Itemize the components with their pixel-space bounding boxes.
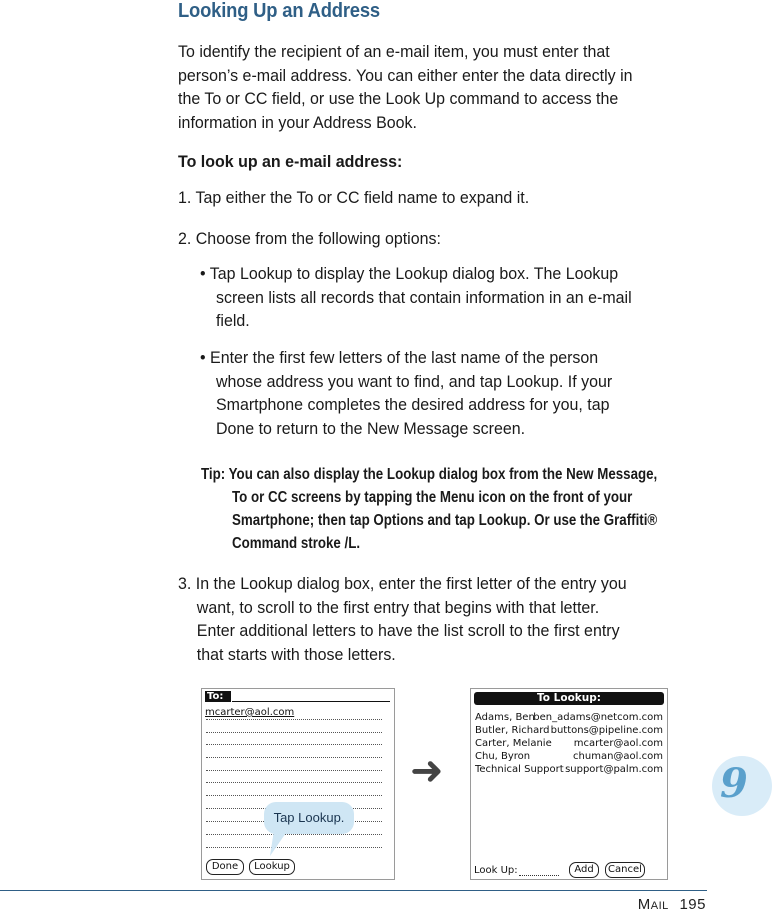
lookup-entry-name[interactable]: Adams, Ben: [475, 712, 535, 723]
lookup-entry-name[interactable]: Butler, Richard: [475, 725, 550, 736]
text-line: [206, 744, 382, 745]
text-line: [206, 782, 382, 783]
lookup-entry-name[interactable]: Technical Support: [475, 764, 564, 775]
lookup-entry-email[interactable]: ben_adams@netcom.com: [533, 712, 663, 723]
text-line: [206, 757, 382, 758]
step-1: 1. Tap either the To or CC field name to expand it.: [178, 188, 530, 207]
intro-paragraph: [178, 40, 633, 134]
bullet-line: field.: [215, 311, 250, 330]
lookup-button[interactable]: Lookup: [249, 859, 295, 875]
step-3-line: that starts with those letters.: [196, 644, 396, 664]
tip-line: To or CC screens by tapping the Menu icon on the front of your: [231, 489, 633, 506]
bullet-line: whose address you want to find, and tap Lookup. If your: [215, 371, 613, 391]
intro-line: person’s e-mail address. You can either enter the data directly in: [178, 65, 633, 85]
lookup-title-bar: To Lookup:: [474, 692, 664, 705]
intro-line: To identify the recipient of an e-mail item, you must enter that: [178, 42, 610, 61]
step-3-line: 3. In the Lookup dialog box, enter the first letter of the entry you: [178, 574, 627, 593]
to-field-underline: [232, 701, 390, 702]
bullet-line: Done to return to the New Message screen.: [215, 418, 526, 438]
lookup-entry-email[interactable]: buttons@pipeline.com: [550, 725, 663, 736]
footer-rule: [0, 890, 707, 891]
text-line: [206, 719, 382, 720]
bullet-item: [200, 262, 632, 333]
chapter-tab: [712, 756, 772, 816]
section-title: Looking Up an Address: [178, 0, 380, 22]
bullet-line: • Tap Lookup to display the Lookup dialog box. The Lookup: [200, 264, 619, 283]
bullet-line: Smartphone completes the desired address for you, tap: [215, 395, 610, 414]
right-arrow-icon: ➜: [410, 748, 444, 794]
text-line: [206, 732, 382, 733]
step-2: 2. Choose from the following options:: [178, 229, 441, 248]
lookup-entry-email[interactable]: chuman@aol.com: [573, 751, 663, 762]
bullet-line: screen lists all records that contain information in an e-mail: [215, 287, 632, 307]
tip-line: Command stroke /L.: [231, 535, 361, 552]
look-up-input[interactable]: [519, 875, 559, 876]
tip-line: : You can also display the Lookup dialog box from the New Message,: [220, 466, 658, 483]
to-lookup-screen: [470, 688, 668, 880]
callout-pointer: [266, 830, 290, 858]
procedure-heading: To look up an e-mail address:: [178, 152, 403, 171]
step-3: [178, 572, 627, 666]
look-up-label: Look Up:: [474, 865, 518, 876]
lookup-entry-name[interactable]: Chu, Byron: [475, 751, 531, 762]
lookup-entry-email[interactable]: mcarter@aol.com: [573, 738, 663, 749]
step-3-line: want, to scroll to the first entry that begins with that letter.: [196, 597, 600, 617]
footer-section: Mail: [637, 896, 669, 913]
add-button[interactable]: Add: [569, 862, 599, 878]
text-line: [206, 847, 382, 848]
chapter-number: 9: [720, 760, 748, 807]
text-line: [206, 795, 382, 796]
text-line: [206, 834, 382, 835]
lookup-entry-email[interactable]: support@palm.com: [565, 764, 663, 775]
intro-line: information in your Address Book.: [178, 112, 417, 132]
to-field-label[interactable]: To:: [205, 691, 231, 702]
tip-note: [201, 463, 657, 555]
tap-lookup-callout: Tap Lookup.: [264, 802, 354, 834]
tip-line: Smartphone; then tap Options and tap Lookup. Or use the Graffiti®: [231, 512, 658, 529]
tip-label: Tip: [201, 466, 221, 483]
bullet-line: • Enter the first few letters of the last name of the person: [200, 348, 599, 367]
page-number: 195: [679, 896, 706, 913]
step-3-line: Enter additional letters to have the list scroll to the first entry: [196, 621, 620, 640]
cancel-button[interactable]: Cancel: [605, 862, 645, 878]
intro-line: the To or CC field, or use the Look Up command to access the: [178, 89, 619, 108]
to-address-entry[interactable]: mcarter@aol.com: [205, 707, 295, 718]
text-line: [206, 770, 382, 771]
bullet-item: [200, 346, 612, 440]
lookup-entry-name[interactable]: Carter, Melanie: [475, 738, 552, 749]
new-message-screen: [201, 688, 395, 880]
done-button[interactable]: Done: [206, 859, 244, 875]
page-footer: [638, 896, 706, 913]
